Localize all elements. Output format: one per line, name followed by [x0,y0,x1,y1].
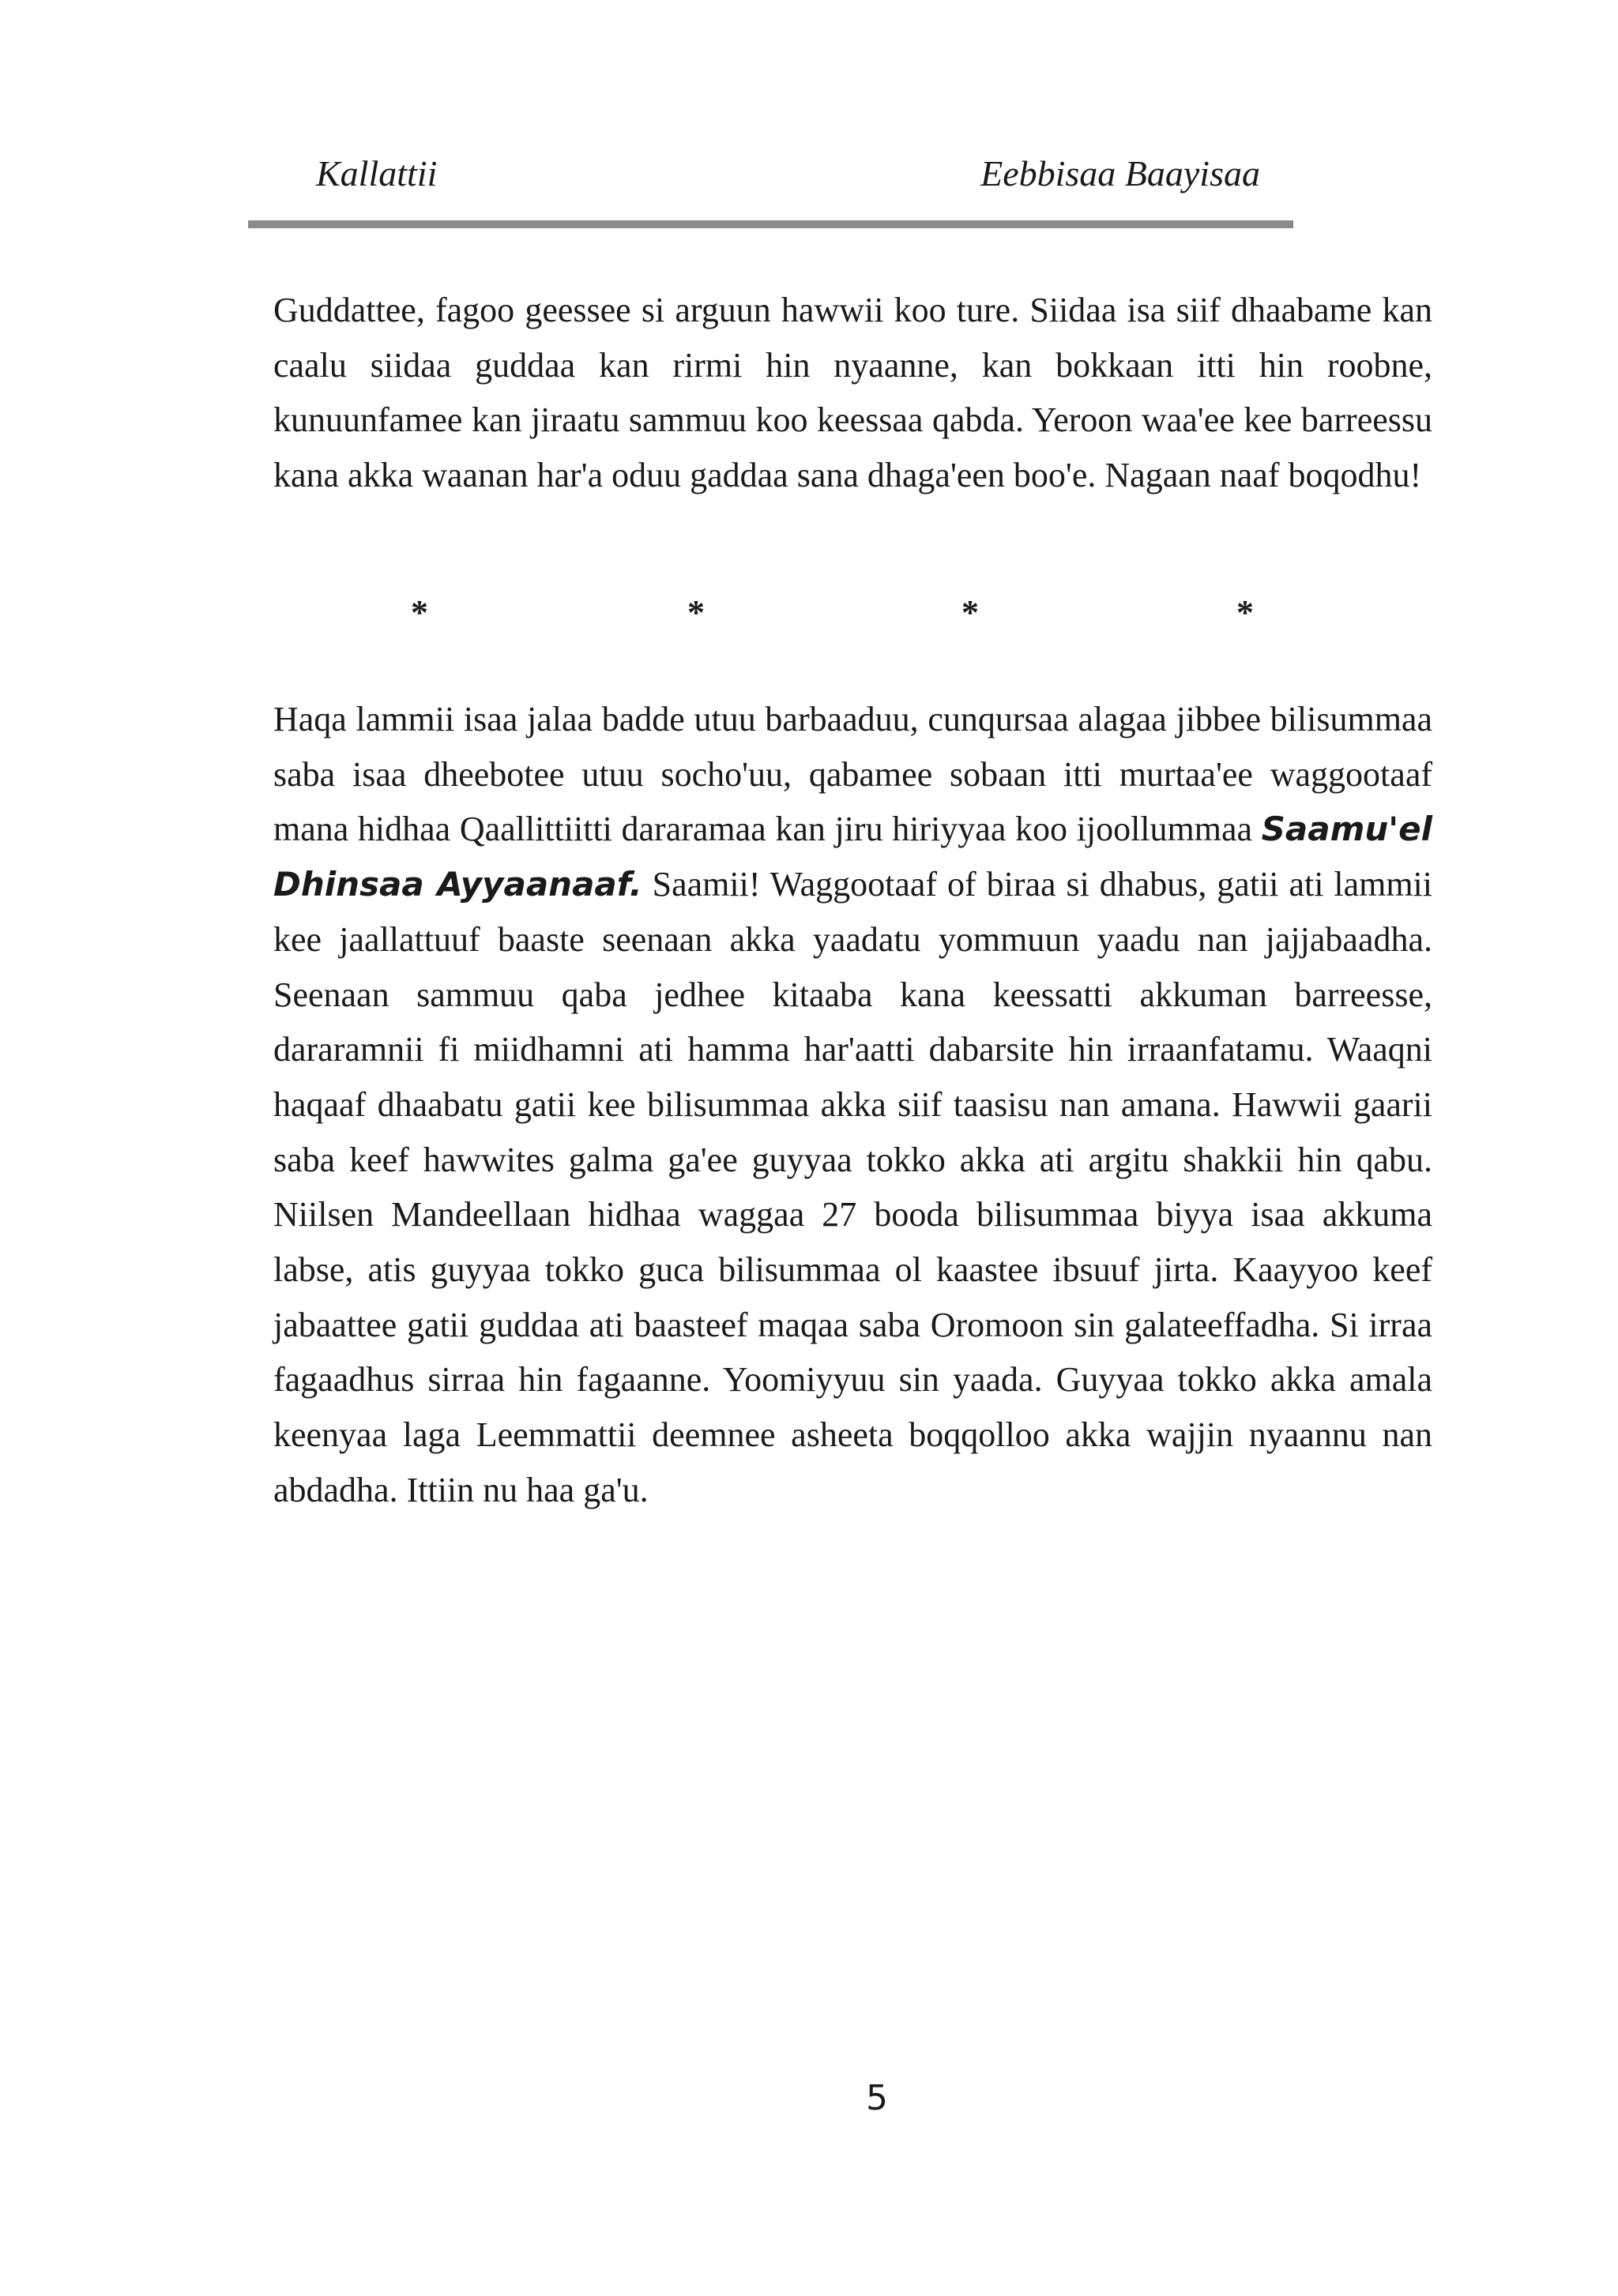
separator-asterisk: * [411,593,428,632]
running-header [316,150,1260,197]
separator-asterisk: * [1236,593,1254,632]
page-number: 5 [866,2078,888,2118]
separator-asterisk: * [687,593,705,632]
dedicatee-name: Saamu'el Dhinsaa Ayyaanaaf. [273,810,1432,904]
paragraph-dedication [273,692,1432,1518]
header-rule [248,220,1293,228]
dedication-text-before: Haqa lammii isaa jalaa badde utuu barbaaduu, cunqursaa alagaa jibbee bilisummaa saba isaa dheebotee utuu socho'uu, qabamee sobaan itti murtaa'ee waggootaaf mana hidhaa Qaallittiitti dararamaa kan jiru hiriyyaa koo ijoollummaa [273,700,1432,849]
paragraph-tribute-intro: Guddattee, fagoo geessee si arguun hawwii koo ture. Siidaa isa siif dhaabame kan caalu siidaa guddaa kan rirmi hin nyaanne, kan bokkaan itti hin roobne, kunuunfamee kan jiraatu sammuu koo keessaa qabda. Yeroon waa'ee kee barreessu kana akka waanan har'a oduu gaddaa sana dhaga'een boo'e. Nagaan naaf boqodhu! [273,291,1432,495]
book-title: Kallattii [316,153,438,194]
dedication-text-after: Saamii! Waggootaaf of biraa si dhabus, gatii ati lammii kee jaallattuuf baaste seenaan akka yaadatu yommuun yaadu nan jajjabaadha. Seenaan sammuu qaba jedhee kitaaba kana keessatti akkuman barreesse, dararamnii fi miidhamni ati hamma har'aatti dabarsite hin irraanfatamu. Waaqni haqaaf dhaabatu gatii kee bilisummaa akka siif taasisu nan amana. Hawwii gaarii saba keef hawwites galma ga'ee guyyaa tokko akka ati argitu shakkii hin qabu. Niilsen Mandeellaan hidhaa waggaa 27 booda bilisummaa biyya isaa akkuma labse, atis guyyaa tokko guca bilisummaa ol kaastee ibsuuf jirta. Kaayyoo keef jabaattee gatii guddaa ati baasteef maqaa saba Oromoon sin galateeffadha. Si irraa fagaadhus sirraa hin fagaanne. Yoomiyyuu sin yaada. Guyyaa tokko akka amala keenyaa laga Leemmattii deemnee asheeta boqqolloo akka wajjin nyaannu nan abdadha. Ittiin nu haa ga'u. [273,865,1432,1509]
section-separator [0,589,1618,637]
author-name: Eebbisaa Baayisaa [980,153,1260,194]
separator-asterisk: * [961,593,979,632]
